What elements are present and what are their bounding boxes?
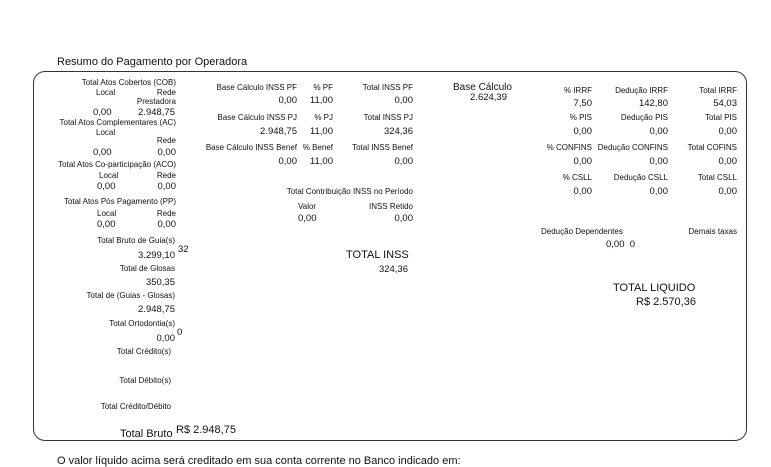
cob-rede-label: Rede	[156, 88, 176, 97]
pp-local-label: Local	[97, 209, 117, 218]
csll-pct: 0,00	[573, 186, 592, 197]
inss-pj-base-label: Base Cálculo INSS PJ	[217, 113, 297, 122]
pp-local-value: 0,00	[97, 219, 116, 230]
inss-pj-pct-label: % PJ	[314, 113, 333, 122]
ortodontia-count: 0	[177, 327, 183, 338]
pp-rede-label: Rede	[156, 209, 176, 218]
cofins-pct-label: % CONFINS	[546, 143, 592, 152]
guias-glosas-value: 2.948,75	[138, 304, 175, 315]
credito-label: Total Crédito(s)	[116, 347, 171, 356]
ac-local-value: 0,00	[93, 147, 112, 158]
inss-benef-pct-label: % Benef	[302, 143, 333, 152]
ac-label: Total Atos Complementares (AC)	[59, 118, 176, 127]
bruto-guias-count: 32	[178, 244, 189, 255]
csll-ded: 0,00	[649, 186, 668, 197]
cob-label: Total Atos Cobertos (COB)	[81, 78, 176, 87]
irrf-ded-label: Dedução IRRF	[615, 86, 668, 95]
inss-pf-base: 0,00	[278, 95, 297, 106]
inss-pf-total-label: Total INSS PF	[362, 83, 413, 92]
irrf-total-label: Total IRRF	[699, 86, 737, 95]
pis-total-label: Total PIS	[704, 113, 737, 122]
aco-rede-label: Rede	[156, 171, 176, 180]
pis-total: 0,00	[718, 126, 737, 137]
dependentes-value: 0,00 0	[606, 239, 636, 250]
inss-pj-pct: 11,00	[309, 126, 333, 137]
demais-taxas-label: Demais taxas	[688, 227, 737, 236]
aco-local-value: 0,00	[97, 181, 116, 192]
total-inss-value: 324,36	[378, 264, 408, 275]
irrf-pct-label: % IRRF	[564, 86, 592, 95]
total-liquido-value: R$ 2.570,36	[636, 296, 696, 308]
ac-rede-label: Rede	[156, 136, 176, 145]
cofins-pct: 0,00	[573, 156, 592, 167]
inss-benef-total-label: Total INSS Benef	[352, 143, 413, 152]
total-bruto-value: R$ 2.948,75	[176, 424, 236, 436]
csll-total: 0,00	[718, 186, 737, 197]
inss-pf-total: 0,00	[394, 95, 413, 106]
inss-benef-base-label: Base Cálculo INSS Benef	[205, 143, 297, 152]
pis-pct-label: % PIS	[569, 113, 592, 122]
csll-pct-label: % CSLL	[562, 173, 592, 182]
cob-local-value: 0,00	[93, 107, 112, 118]
irrf-pct: 7,50	[573, 98, 592, 109]
csll-total-label: Total CSLL	[697, 173, 737, 182]
cofins-ded: 0,00	[649, 156, 668, 167]
csll-ded-label: Dedução CSLL	[613, 173, 668, 182]
ac-rede-value: 0,00	[157, 147, 176, 158]
inss-pj-total-label: Total INSS PJ	[363, 113, 413, 122]
inss-valor: 0,00	[298, 213, 317, 224]
inss-retido-label: INSS Retido	[368, 202, 413, 211]
pp-rede-value: 0,00	[157, 219, 176, 230]
inss-pj-total: 324,36	[383, 126, 413, 137]
inss-pf-base-label: Base Cálculo INSS PF	[216, 83, 297, 92]
inss-benef-total: 0,00	[394, 156, 413, 167]
inss-benef-pct: 11,00	[309, 156, 333, 167]
inss-periodo-label: Total Contribuição INSS no Período	[286, 187, 413, 196]
pis-ded-label: Dedução PIS	[620, 113, 668, 122]
total-liquido-label: TOTAL LIQUIDO	[613, 282, 696, 294]
pp-label: Total Atos Pós Pagamento (PP)	[63, 197, 176, 206]
credito-debito-label: Total Crédito/Débito	[100, 402, 171, 411]
bruto-guias-label: Total Bruto de Guia(s)	[97, 236, 175, 245]
footer-note: O valor líquido acima será creditado em sua conta corrente no Banco indicado em:	[57, 455, 461, 467]
cofins-ded-label: Dedução CONFINS	[597, 143, 668, 152]
irrf-ded: 142,80	[638, 98, 668, 109]
tax-base-value: 2.624,39	[470, 92, 507, 103]
inss-benef-base: 0,00	[278, 156, 297, 167]
glosas-label: Total de Glosas	[119, 264, 175, 273]
guias-glosas-label: Total de (Guias - Glosas)	[86, 291, 175, 300]
inss-valor-label: Valor	[298, 202, 317, 211]
aco-rede-value: 0,00	[157, 181, 176, 192]
ortodontia-value: 0,00	[156, 333, 175, 344]
glosas-value: 350,35	[145, 277, 175, 288]
section-title: Resumo do Pagamento por Operadora	[57, 56, 248, 68]
ac-local-label: Local	[96, 128, 116, 137]
cob-local-label: Local	[96, 88, 116, 97]
cob-rede-value: 2.948,75	[138, 107, 175, 118]
debito-label: Total Débito(s)	[119, 376, 171, 385]
pis-ded: 0,00	[649, 126, 668, 137]
cob-prestadora-label: Prestadora	[136, 97, 176, 106]
inss-retido: 0,00	[394, 213, 413, 224]
tax-base-label: Base Cálculo	[453, 82, 512, 93]
aco-label: Total Atos Co-participação (ACO)	[58, 160, 176, 169]
cofins-total-label: Total COFINS	[687, 143, 737, 152]
dependentes-label: Dedução Dependentes	[541, 227, 623, 236]
pis-pct: 0,00	[573, 126, 592, 137]
inss-pf-pct: 11,00	[309, 95, 333, 106]
bruto-guias-value: 3.299,10	[138, 250, 175, 261]
total-inss-label: TOTAL INSS	[346, 249, 409, 261]
ortodontia-label: Total Ortodontia(s)	[109, 319, 175, 328]
cofins-total: 0,00	[718, 156, 737, 167]
inss-pf-pct-label: % PF	[313, 83, 333, 92]
total-bruto-label: Total Bruto	[120, 428, 173, 440]
aco-local-label: Local	[99, 171, 119, 180]
irrf-total: 54,03	[713, 98, 737, 109]
inss-pj-base: 2.948,75	[260, 126, 297, 137]
